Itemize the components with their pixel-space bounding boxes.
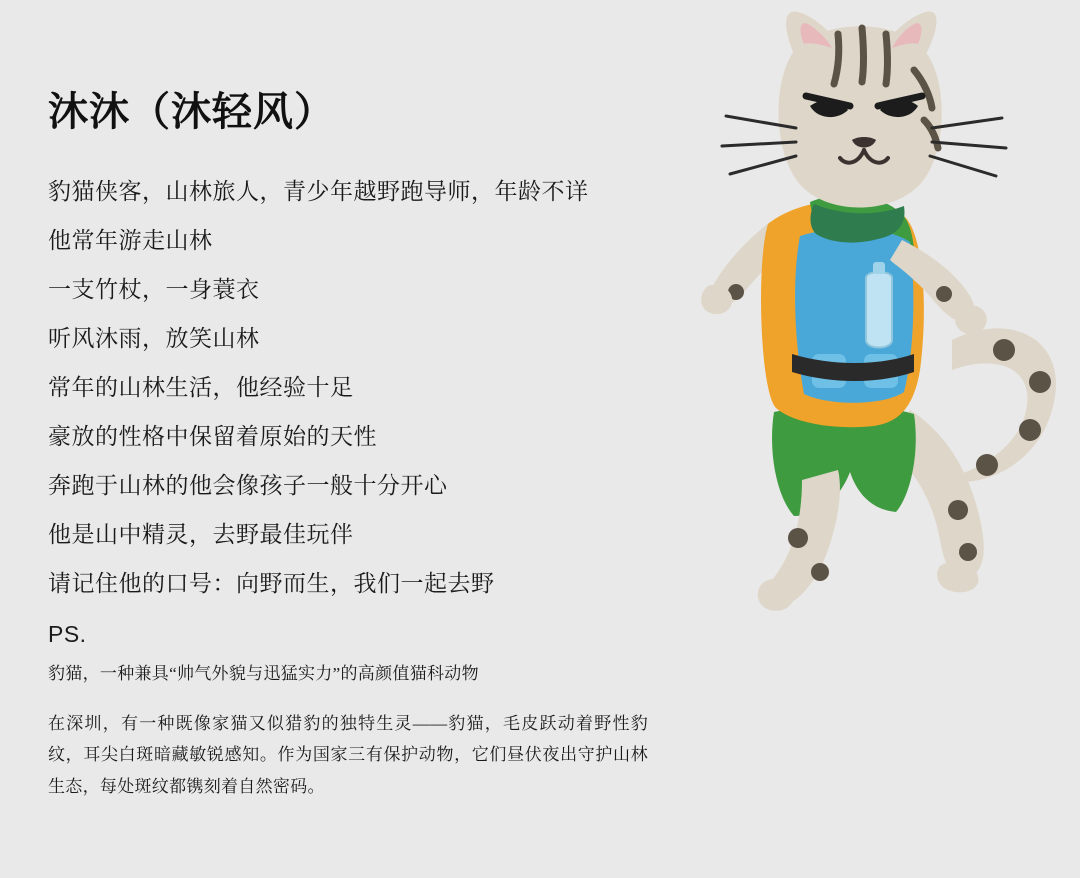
ps-label: PS.	[48, 621, 87, 647]
list-item: 他是山中精灵，去野最佳玩伴	[48, 521, 354, 547]
running-leopard-cat-mascot-illustration	[652, 10, 1072, 630]
list-item: 常年的山林生活，他经验十足	[48, 374, 354, 400]
page-title: 沐沐（沐轻风）	[48, 90, 335, 134]
list-item: 他常年游走山林	[48, 227, 213, 253]
list-item: 请记住他的口号：向野而生，我们一起去野	[48, 570, 495, 596]
list-item: 豪放的性格中保留着原始的天性	[48, 423, 377, 449]
list-item: 听风沐雨，放笑山林	[48, 325, 260, 351]
list-item: 奔跑于山林的他会像孩子一般十分开心	[48, 472, 448, 498]
ps-body: 在深圳，有一种既像家猫又似猎豹的独特生灵——豹猫，毛皮跃动着野性豹纹，耳尖白斑暗藏敏锐感知。作为国家三有保护动物，它们昼伏夜出守护山林生态，每处斑纹都镌刻着自然密码。	[48, 713, 648, 796]
text-column	[48, 88, 688, 802]
list-item: 一支竹杖，一身蓑衣	[48, 276, 260, 302]
description-list	[48, 180, 688, 595]
ps-tagline: 豹猫，一种兼具“帅气外貌与迅猛实力”的高颜值猫科动物	[48, 664, 479, 683]
list-item: 豹猫侠客，山林旅人，青少年越野跑导师，年龄不详	[48, 178, 589, 204]
